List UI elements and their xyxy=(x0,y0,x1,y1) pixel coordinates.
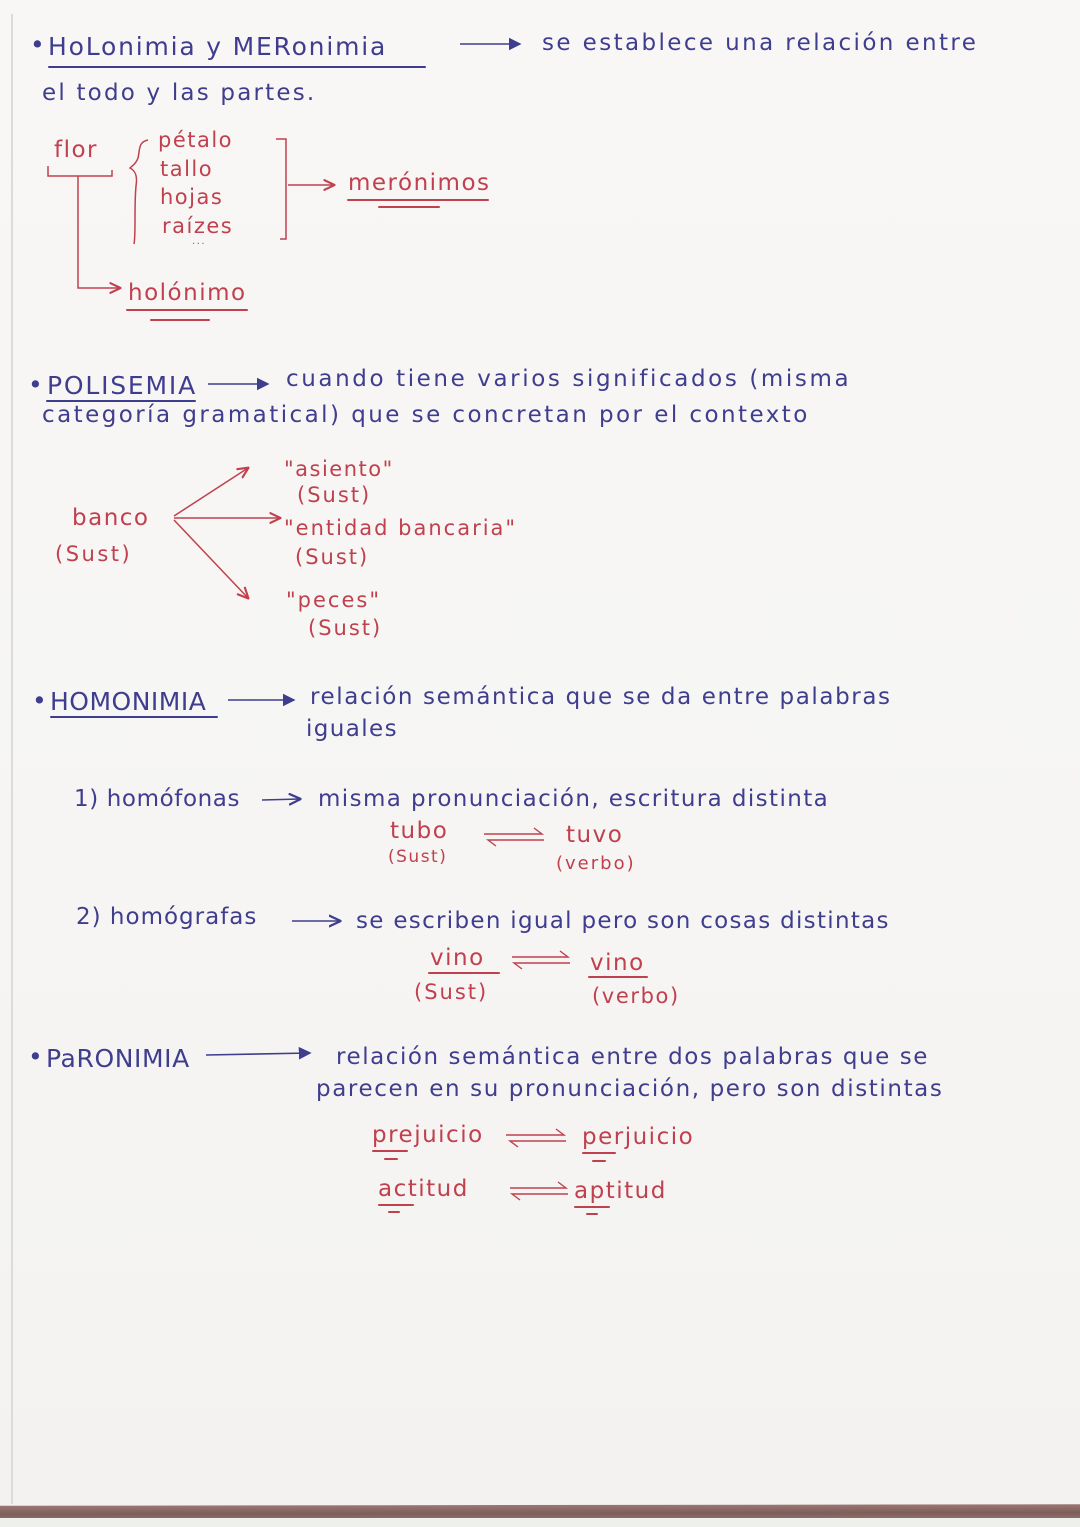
bullet: • xyxy=(32,686,49,715)
highlight-underline xyxy=(378,1204,414,1206)
polysemous-word: banco xyxy=(72,505,150,531)
background-strip xyxy=(0,1518,1080,1527)
meaning: "asiento" xyxy=(284,457,394,481)
whole-word: flor xyxy=(54,137,99,163)
example-right: tuvo xyxy=(566,822,624,848)
part-item: pétalo xyxy=(158,128,234,152)
meaning-category: (Sust) xyxy=(297,483,372,507)
label-underline xyxy=(378,206,440,208)
example-left: actitud xyxy=(378,1176,469,1202)
meaning-category: (Sust) xyxy=(308,616,383,640)
section-title-holonimia: HoLonimia y MERonimia xyxy=(48,32,388,61)
word-category: (Sust) xyxy=(55,542,133,566)
highlight-underline xyxy=(582,1152,616,1154)
meaning: "peces" xyxy=(286,588,381,612)
label-underline xyxy=(150,319,210,321)
label-underline xyxy=(347,199,489,201)
example-left-category: (Sust) xyxy=(414,980,489,1004)
definition-line-2: el todo y las partes. xyxy=(42,80,317,106)
page-margin-line xyxy=(11,14,13,1504)
bullet: • xyxy=(28,370,45,399)
example-right: vino xyxy=(590,950,645,976)
section-title-paronimia: PaRONIMIA xyxy=(46,1044,190,1073)
highlight-underline xyxy=(574,1206,610,1208)
subtype-label: 2) homógrafas xyxy=(76,904,258,930)
example-left: prejuicio xyxy=(372,1122,484,1148)
subtype-definition: se escriben igual pero son cosas distintas xyxy=(356,908,890,934)
label-underline xyxy=(126,309,248,311)
definition-line-2: categoría gramatical) que se concretan por el contexto xyxy=(42,402,810,428)
subtype-definition: misma pronunciación, escritura distinta xyxy=(318,786,830,812)
example-underline xyxy=(428,972,500,974)
section-title-homonimia: HOMONIMIA xyxy=(50,687,207,716)
example-left-category: (Sust) xyxy=(388,847,448,867)
holonimo-label: holónimo xyxy=(128,280,247,306)
meronimos-label: merónimos xyxy=(348,170,491,196)
highlight-underline xyxy=(592,1160,606,1162)
highlight-underline xyxy=(384,1158,398,1160)
title-underline xyxy=(50,716,218,718)
subtype-label: 1) homófonas xyxy=(74,786,241,812)
meaning-category: (Sust) xyxy=(295,545,370,569)
example-right-category: (verbo) xyxy=(556,853,636,874)
definition-line-1: relación semántica entre dos palabras que se xyxy=(336,1044,929,1070)
example-left: tubo xyxy=(390,818,449,844)
highlight-underline xyxy=(372,1150,408,1152)
example-left: vino xyxy=(430,945,485,971)
title-underline xyxy=(48,66,426,68)
bullet: • xyxy=(28,1042,45,1071)
highlight-underline xyxy=(586,1213,598,1215)
bullet: • xyxy=(30,30,47,59)
example-right-category: (verbo) xyxy=(592,984,680,1008)
definition-line-2: parecen en su pronunciación, pero son distintas xyxy=(316,1076,944,1102)
part-item: raízes xyxy=(162,214,234,238)
part-item: hojas xyxy=(160,185,224,209)
highlight-underline xyxy=(388,1211,400,1213)
part-ellipsis: ... xyxy=(192,236,207,247)
example-underline xyxy=(588,976,648,978)
definition-line-2: iguales xyxy=(306,716,398,742)
part-item: tallo xyxy=(160,157,214,181)
meaning: "entidad bancaria" xyxy=(284,516,518,540)
definition-line-1: cuando tiene varios significados (misma xyxy=(286,366,852,392)
definition-line-1: se establece una relación entre xyxy=(542,30,979,56)
definition-line-1: relación semántica que se da entre palabras xyxy=(310,684,892,710)
equilibrium-arrow-icon xyxy=(484,828,570,1200)
example-right: aptitud xyxy=(574,1178,667,1204)
example-right: perjuicio xyxy=(582,1124,695,1150)
section-title-polisemia: POLISEMIA xyxy=(47,371,197,400)
